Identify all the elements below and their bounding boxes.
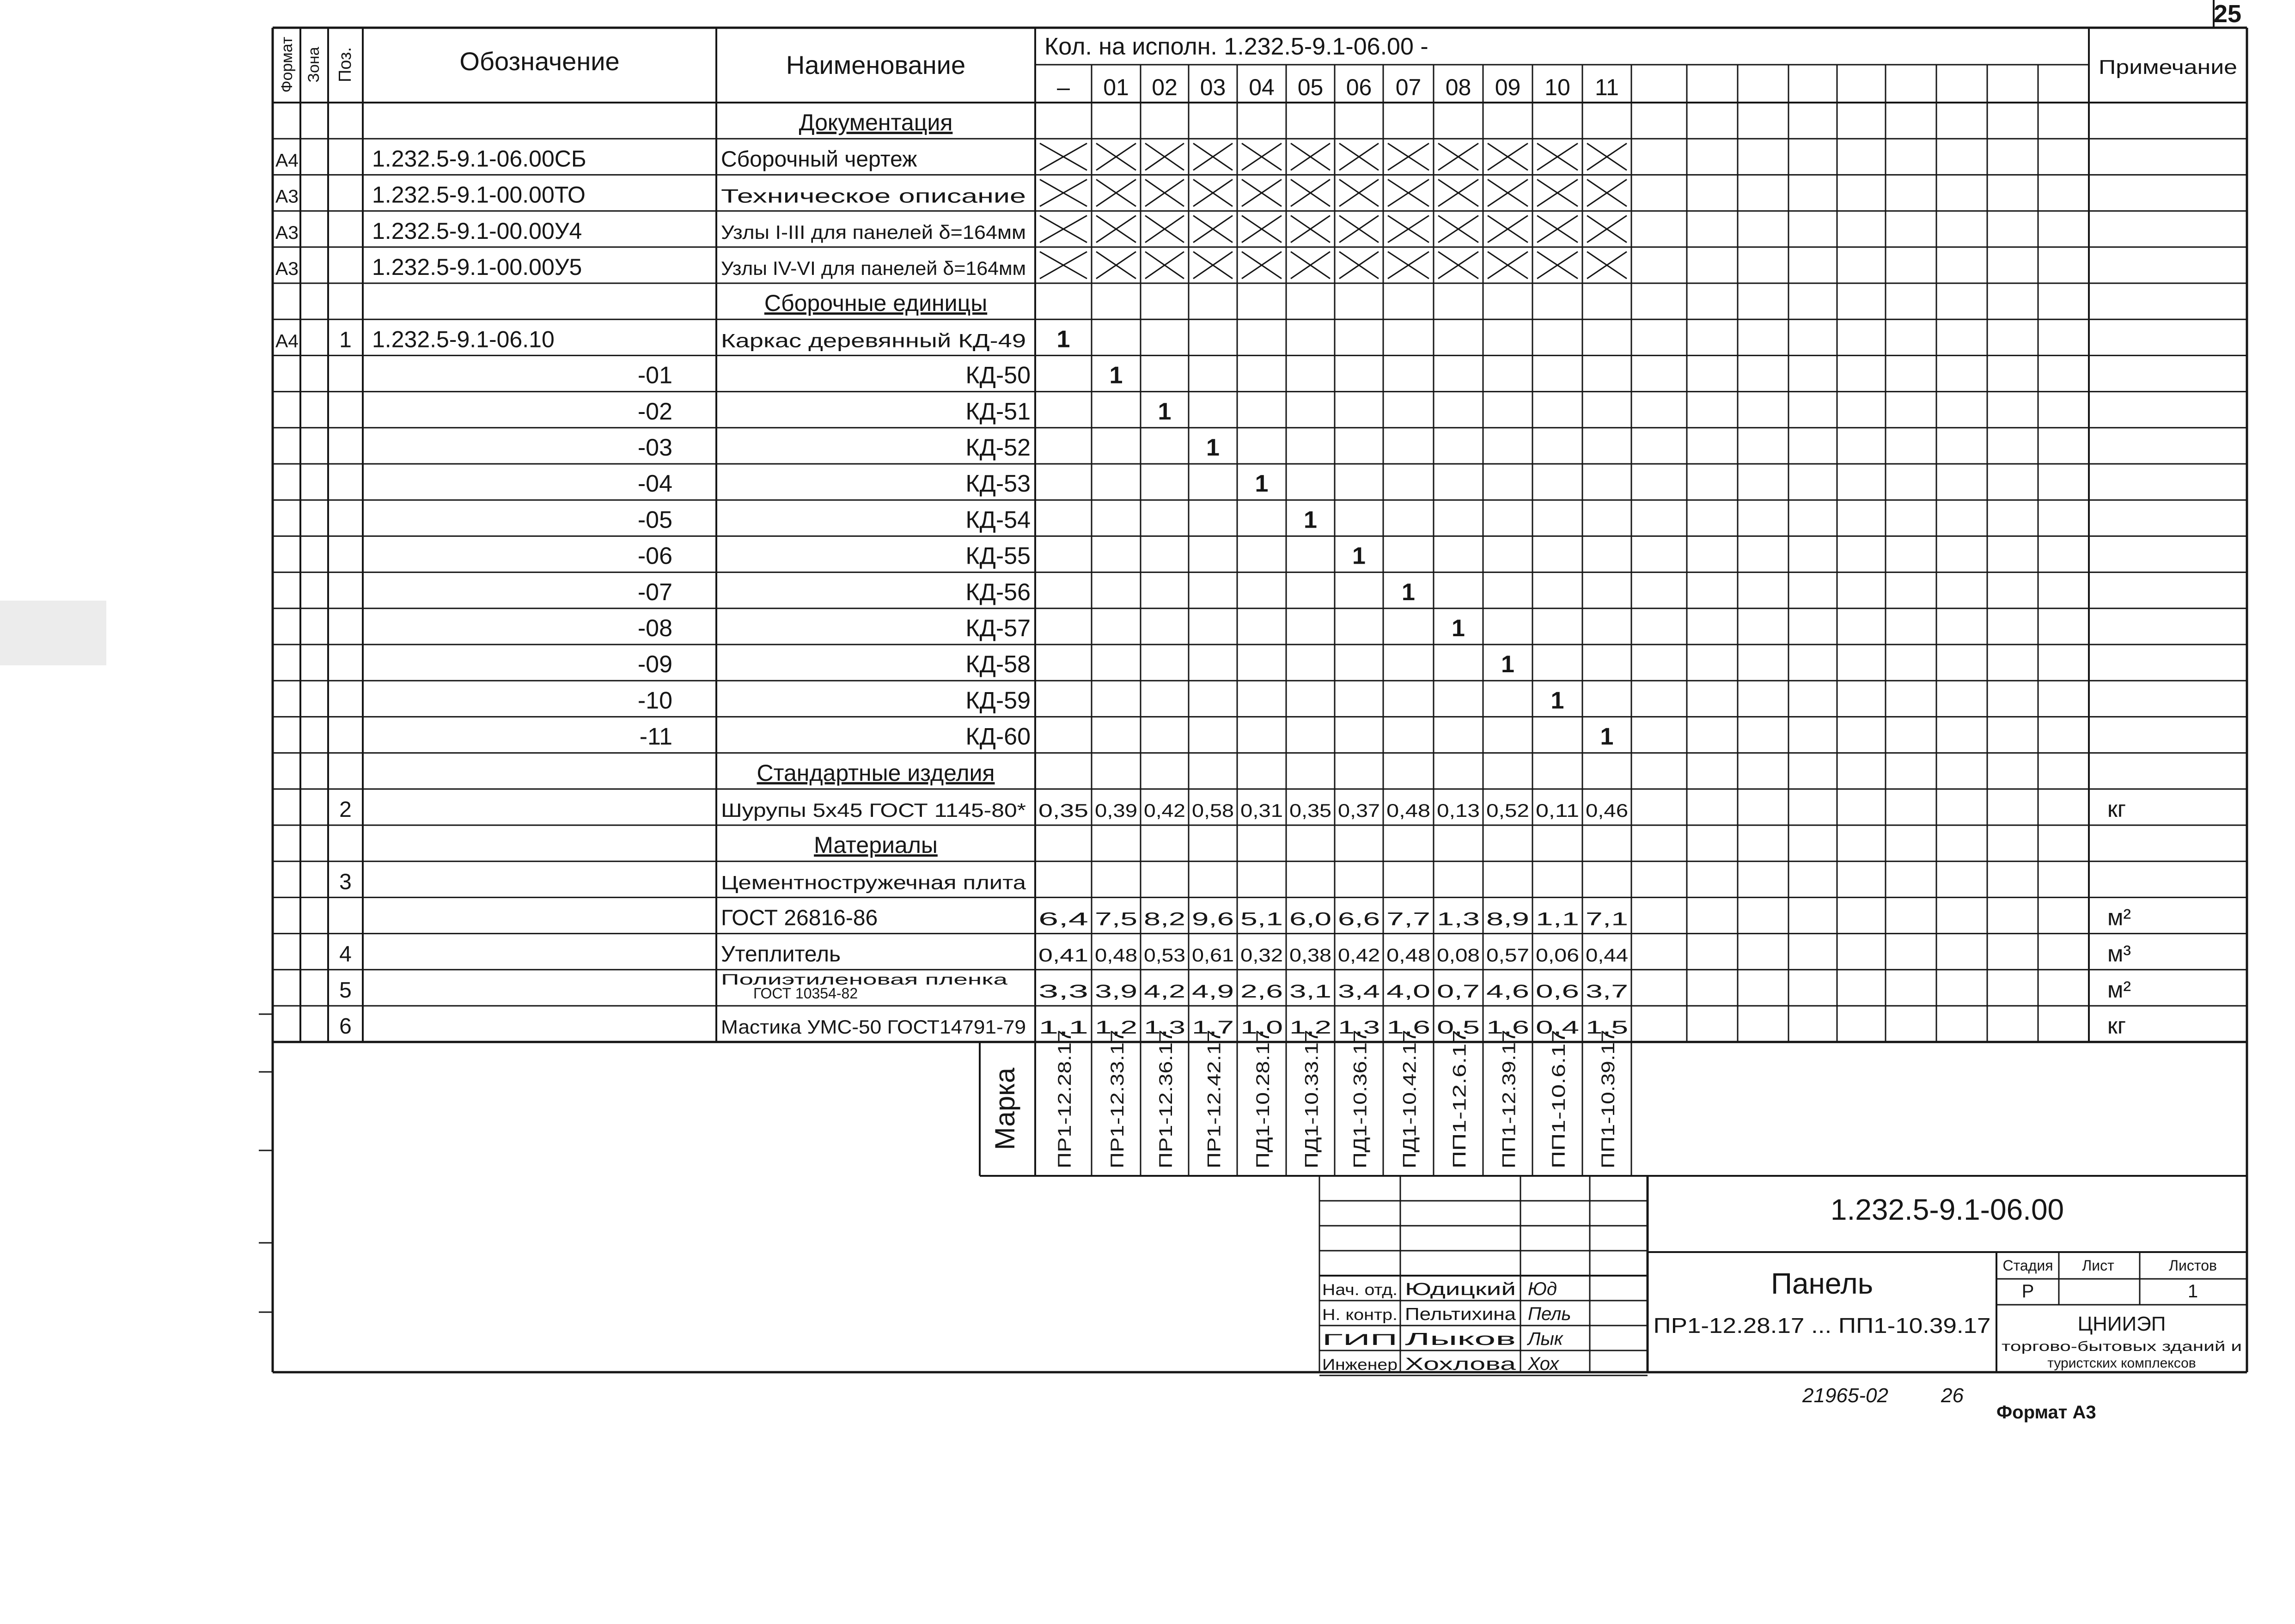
staff-role: Нач. отд.	[1322, 1281, 1398, 1299]
cross-mark	[1339, 252, 1379, 279]
name-cell: КД-60	[965, 723, 1031, 750]
designation-cell: -05	[637, 506, 672, 534]
quantity-cell: 1,3	[1144, 1017, 1185, 1038]
sheets-label: Листов	[2169, 1257, 2217, 1274]
header-designation: Обозначение	[459, 47, 620, 76]
staff-role: ГИП	[1322, 1331, 1398, 1349]
quantity-cell: 0,44	[1586, 945, 1628, 966]
marka-value: ПД1-10.33.17	[1301, 1054, 1322, 1168]
designation-cell: -11	[639, 723, 672, 750]
quantity-cell: 2,6	[1240, 981, 1283, 1002]
designation-cell: 1.232.5-9.1-06.00СБ	[372, 146, 586, 172]
org-line: туристских комплексов	[2047, 1356, 2196, 1371]
section-title: Материалы	[814, 832, 938, 858]
name-cell: КД-59	[965, 687, 1031, 714]
quantity-mark: 1	[1304, 506, 1317, 534]
designation-cell: 1.232.5-9.1-06.10	[372, 326, 555, 353]
cross-mark	[1193, 216, 1233, 243]
quantity-cell: 6,4	[1038, 909, 1088, 930]
marka-value: ПР1-12.36.17	[1156, 1054, 1176, 1168]
variant-header: 07	[1395, 74, 1422, 100]
quantity-cell: 1,7	[1192, 1017, 1234, 1038]
quantity-cell: 0,41	[1038, 945, 1088, 966]
name-cell: КД-54	[965, 506, 1031, 534]
designation-cell: -03	[637, 434, 672, 461]
quantity-cell: 0,61	[1192, 945, 1234, 966]
quantity-cell: 0,6	[1536, 981, 1579, 1002]
pos-cell: 6	[339, 1014, 352, 1039]
staff-role: Инженер	[1322, 1356, 1398, 1374]
quantity-mark: 1	[1550, 687, 1564, 714]
cross-mark	[1488, 216, 1528, 243]
org-line: торгово-бытовых зданий и	[2002, 1339, 2242, 1354]
cross-mark	[1388, 252, 1429, 279]
variant-header: 04	[1249, 74, 1275, 100]
marka-value: ПР1-12.42.17	[1204, 1054, 1225, 1168]
cross-mark	[1291, 143, 1330, 170]
name-cell: ГОСТ 26816-86	[721, 906, 878, 931]
cross-mark	[1488, 179, 1528, 206]
cross-mark	[1291, 179, 1330, 206]
quantity-mark: 1	[1056, 326, 1070, 353]
header-pos: Поз.	[336, 47, 355, 82]
unit-cell: м²	[2107, 904, 2131, 931]
cross-mark	[1587, 179, 1627, 206]
quantity-cell: 1,2	[1095, 1017, 1137, 1038]
quantity-cell: 4,0	[1386, 981, 1430, 1002]
quantity-cell: 0,37	[1338, 801, 1380, 821]
marka-value: ПД1-10.42.17	[1399, 1054, 1420, 1168]
designation-cell: -02	[637, 398, 672, 425]
cross-mark	[1438, 252, 1478, 279]
header-name: Наименование	[786, 50, 966, 79]
variant-header: 11	[1595, 74, 1619, 100]
quantity-cell: 4,9	[1192, 981, 1234, 1002]
scan-smudge	[0, 601, 106, 665]
quantity-cell: 0,57	[1486, 945, 1529, 966]
staff-signature: Хох	[1528, 1354, 1559, 1374]
variant-header: 10	[1544, 74, 1570, 100]
stamp-subtitle: ПР1-12.28.17 ... ПП1-10.39.17	[1653, 1314, 1991, 1338]
name-cell: Полиэтиленовая пленка	[721, 971, 1008, 988]
name-cell: Узлы I-III для панелей δ=164мм	[721, 221, 1026, 243]
pos-cell: 3	[339, 870, 352, 894]
name-cell: Мастика УМС-50 ГОСТ14791-79	[721, 1016, 1026, 1038]
designation-cell: -07	[637, 578, 672, 606]
cross-mark	[1096, 179, 1136, 206]
inventory-number: 21965-02	[1802, 1384, 1888, 1407]
quantity-cell: 0,52	[1486, 801, 1529, 821]
name-cell: Каркас деревянный КД-49	[721, 329, 1026, 352]
cross-mark	[1145, 252, 1184, 279]
quantity-cell: 9,6	[1192, 909, 1234, 930]
unit-cell: м²	[2107, 977, 2131, 1003]
name-cell: КД-51	[965, 398, 1031, 425]
format-cell: А3	[275, 259, 299, 279]
pos-cell: 2	[339, 797, 352, 822]
pos-cell: 5	[339, 978, 352, 1003]
marka-value: ПР1-12.28.17	[1055, 1054, 1075, 1168]
cross-mark	[1242, 143, 1282, 170]
designation-cell: 1.232.5-9.1-00.00У4	[372, 218, 582, 244]
header-qty-prefix: Кол. на исполн. 1.232.5-9.1-06.00 -	[1044, 33, 1428, 60]
marka-label: Марка	[989, 1067, 1020, 1150]
cross-mark	[1145, 179, 1184, 206]
quantity-mark: 1	[1109, 362, 1123, 389]
quantity-cell: 0,13	[1437, 801, 1480, 821]
quantity-mark: 1	[1158, 398, 1172, 425]
cross-mark	[1291, 216, 1330, 243]
format-note: Формат А3	[1996, 1402, 2096, 1423]
quantity-mark: 1	[1452, 615, 1465, 642]
quantity-cell: 1,6	[1386, 1017, 1430, 1038]
quantity-mark: 1	[1501, 651, 1514, 678]
quantity-cell: 0,5	[1437, 1017, 1480, 1038]
page-number: 25	[2213, 0, 2242, 28]
pos-cell: 1	[339, 328, 352, 353]
header-format: Формат	[278, 36, 296, 93]
quantity-cell: 1,3	[1338, 1017, 1380, 1038]
cross-mark	[1537, 179, 1578, 206]
quantity-cell: 7,1	[1586, 909, 1628, 930]
cross-mark	[1388, 216, 1429, 243]
format-cell: А4	[275, 331, 299, 352]
quantity-cell: 1,3	[1437, 909, 1480, 930]
quantity-cell: 0,35	[1289, 801, 1331, 821]
designation-cell: -01	[637, 362, 672, 389]
cross-mark	[1537, 252, 1578, 279]
cross-mark	[1537, 216, 1578, 243]
cross-mark	[1040, 216, 1087, 243]
cross-mark	[1339, 216, 1379, 243]
designation-cell: 1.232.5-9.1-00.00ТО	[372, 182, 586, 208]
cross-mark	[1339, 179, 1379, 206]
cross-mark	[1388, 143, 1429, 170]
staff-signature: Юд	[1528, 1279, 1557, 1299]
stamp-title: Панель	[1770, 1267, 1874, 1300]
name-cell: КД-58	[965, 651, 1031, 678]
staff-signature: Лык	[1528, 1329, 1563, 1349]
quantity-cell: 4,6	[1486, 981, 1529, 1002]
staff-name: Юдицкий	[1405, 1280, 1516, 1299]
quantity-mark: 1	[1352, 542, 1366, 570]
cross-mark	[1145, 216, 1184, 243]
cross-mark	[1438, 143, 1478, 170]
quantity-cell: 7,7	[1386, 909, 1430, 930]
quantity-cell: 6,6	[1338, 909, 1380, 930]
quantity-cell: 0,32	[1240, 945, 1283, 966]
stage-value: Р	[2021, 1281, 2034, 1302]
cross-mark	[1193, 252, 1233, 279]
cross-mark	[1587, 143, 1627, 170]
pos-cell: 4	[339, 942, 352, 967]
name-cell: КД-57	[965, 615, 1031, 642]
header-zone: Зона	[305, 47, 323, 83]
designation-cell: -10	[637, 687, 672, 714]
cross-mark	[1438, 216, 1478, 243]
quantity-cell: 6,0	[1289, 909, 1331, 930]
quantity-cell: 1,0	[1240, 1017, 1283, 1038]
quantity-cell: 0,35	[1038, 801, 1088, 821]
variant-header: 05	[1297, 74, 1324, 100]
cross-mark	[1488, 143, 1528, 170]
quantity-cell: 0,31	[1240, 801, 1283, 821]
format-cell: А3	[275, 222, 299, 243]
quantity-cell: 1,6	[1486, 1017, 1529, 1038]
quantity-cell: 0,42	[1144, 801, 1185, 821]
variant-header: 08	[1445, 74, 1471, 100]
name-cell: КД-53	[965, 470, 1031, 498]
name-cell: КД-52	[965, 434, 1031, 461]
cross-mark	[1488, 252, 1528, 279]
designation-cell: 1.232.5-9.1-00.00У5	[372, 254, 582, 280]
doc-code: 1.232.5-9.1-06.00	[1830, 1193, 2064, 1226]
quantity-mark: 1	[1206, 434, 1220, 461]
quantity-cell: 3,1	[1289, 981, 1331, 1002]
cross-mark	[1339, 143, 1379, 170]
quantity-cell: 0,08	[1437, 945, 1480, 966]
staff-name: Пельтихина	[1405, 1305, 1516, 1324]
marka-value: ПП1-12.6.17	[1449, 1064, 1470, 1168]
quantity-cell: 5,1	[1240, 909, 1283, 930]
quantity-mark: 1	[1600, 723, 1614, 750]
name-cell: Сборочный чертеж	[721, 147, 917, 172]
sheet-label: Лист	[2082, 1257, 2114, 1274]
sheet-background	[0, 601, 106, 665]
name-cell: Шурупы 5х45 ГОСТ 1145-80*	[721, 799, 1026, 821]
staff-name: Лыков	[1405, 1330, 1516, 1349]
quantity-cell: 0,4	[1536, 1017, 1579, 1038]
quantity-cell: 0,48	[1386, 801, 1430, 821]
sheets-value: 1	[2187, 1281, 2198, 1302]
quantity-cell: 0,53	[1144, 945, 1185, 966]
cross-mark	[1193, 143, 1233, 170]
designation-cell: -09	[637, 651, 672, 678]
section-title: Документация	[799, 109, 953, 136]
quantity-cell: 0,11	[1536, 801, 1579, 821]
cross-mark	[1040, 252, 1087, 279]
variant-header: 09	[1495, 74, 1521, 100]
cross-mark	[1145, 143, 1184, 170]
unit-cell: кг	[2107, 796, 2126, 822]
quantity-cell: 0,48	[1095, 945, 1137, 966]
name-cell: ГОСТ 10354-82	[753, 985, 858, 1002]
marka-value: ПП1-10.6.17	[1549, 1064, 1569, 1168]
format-cell: А4	[275, 150, 299, 171]
designation-cell: -08	[637, 615, 672, 642]
staff-role: Н. контр.	[1322, 1306, 1398, 1324]
section-title: Стандартные изделия	[757, 760, 995, 786]
cross-mark	[1096, 143, 1136, 170]
stage-label: Стадия	[2002, 1257, 2053, 1274]
quantity-cell: 8,2	[1144, 909, 1185, 930]
quantity-cell: 1,5	[1586, 1017, 1628, 1038]
quantity-cell: 3,3	[1038, 981, 1088, 1002]
inventory-copy: 26	[1941, 1384, 1964, 1407]
variant-header: 06	[1346, 74, 1372, 100]
quantity-cell: 0,42	[1338, 945, 1380, 966]
name-cell: Цементностружечная плита	[721, 871, 1026, 894]
quantity-cell: 0,06	[1536, 945, 1579, 966]
quantity-mark: 1	[1255, 470, 1269, 498]
quantity-cell: 8,9	[1486, 909, 1529, 930]
variant-header: 01	[1103, 74, 1129, 100]
quantity-cell: 4,2	[1144, 981, 1185, 1002]
cross-mark	[1040, 143, 1087, 170]
designation-cell: -06	[637, 542, 672, 570]
marka-value: ПД1-10.28.17	[1253, 1054, 1273, 1168]
cross-mark	[1587, 216, 1627, 243]
cross-mark	[1242, 216, 1282, 243]
quantity-cell: 0,46	[1586, 801, 1628, 821]
quantity-mark: 1	[1402, 578, 1415, 606]
staff-name: Хохлова	[1405, 1355, 1517, 1374]
marka-value: ПП1-12.39.17	[1499, 1053, 1520, 1168]
cross-mark	[1040, 179, 1087, 206]
variant-header: 02	[1152, 74, 1178, 100]
variant-header: 03	[1200, 74, 1226, 100]
quantity-cell: 0,38	[1289, 945, 1331, 966]
table-content	[275, 0, 2242, 1423]
cross-mark	[1291, 252, 1330, 279]
name-cell: КД-55	[965, 542, 1031, 570]
quantity-cell: 1,1	[1536, 909, 1579, 930]
unit-cell: кг	[2107, 1013, 2126, 1039]
marka-value: ПД1-10.36.17	[1350, 1054, 1371, 1168]
format-cell: А3	[275, 186, 299, 207]
name-cell: Утеплитель	[721, 942, 841, 967]
cross-mark	[1537, 143, 1578, 170]
quantity-cell: 3,7	[1586, 981, 1628, 1002]
quantity-cell: 0,7	[1437, 981, 1480, 1002]
section-title: Сборочные единицы	[764, 290, 988, 316]
cross-mark	[1096, 216, 1136, 243]
quantity-cell: 0,39	[1095, 801, 1137, 821]
quantity-cell: 0,58	[1192, 801, 1234, 821]
name-cell: Техническое описание	[721, 185, 1026, 207]
name-cell: КД-56	[965, 578, 1031, 606]
cross-mark	[1193, 179, 1233, 206]
quantity-cell: 1,1	[1038, 1017, 1088, 1038]
staff-signature: Пель	[1528, 1304, 1571, 1324]
name-cell: Узлы IV-VI для панелей δ=164мм	[721, 257, 1026, 279]
quantity-cell: 7,5	[1095, 909, 1137, 930]
marka-value: ПР1-12.33.17	[1107, 1054, 1128, 1168]
header-note: Примечание	[2099, 56, 2237, 79]
cross-mark	[1438, 179, 1478, 206]
cross-mark	[1388, 179, 1429, 206]
variant-header: –	[1057, 74, 1070, 100]
unit-cell: м³	[2107, 940, 2131, 967]
cross-mark	[1587, 252, 1627, 279]
name-cell: КД-50	[965, 362, 1031, 389]
quantity-cell: 3,9	[1095, 981, 1137, 1002]
quantity-cell: 0,48	[1386, 945, 1430, 966]
org-name: ЦНИИЭП	[2077, 1313, 2166, 1335]
cross-mark	[1096, 252, 1136, 279]
designation-cell: -04	[637, 470, 672, 498]
cross-mark	[1242, 179, 1282, 206]
cross-mark	[1242, 252, 1282, 279]
quantity-cell: 1,2	[1289, 1017, 1331, 1038]
marka-value: ПП1-10.39.17	[1598, 1053, 1618, 1168]
quantity-cell: 3,4	[1338, 981, 1380, 1002]
